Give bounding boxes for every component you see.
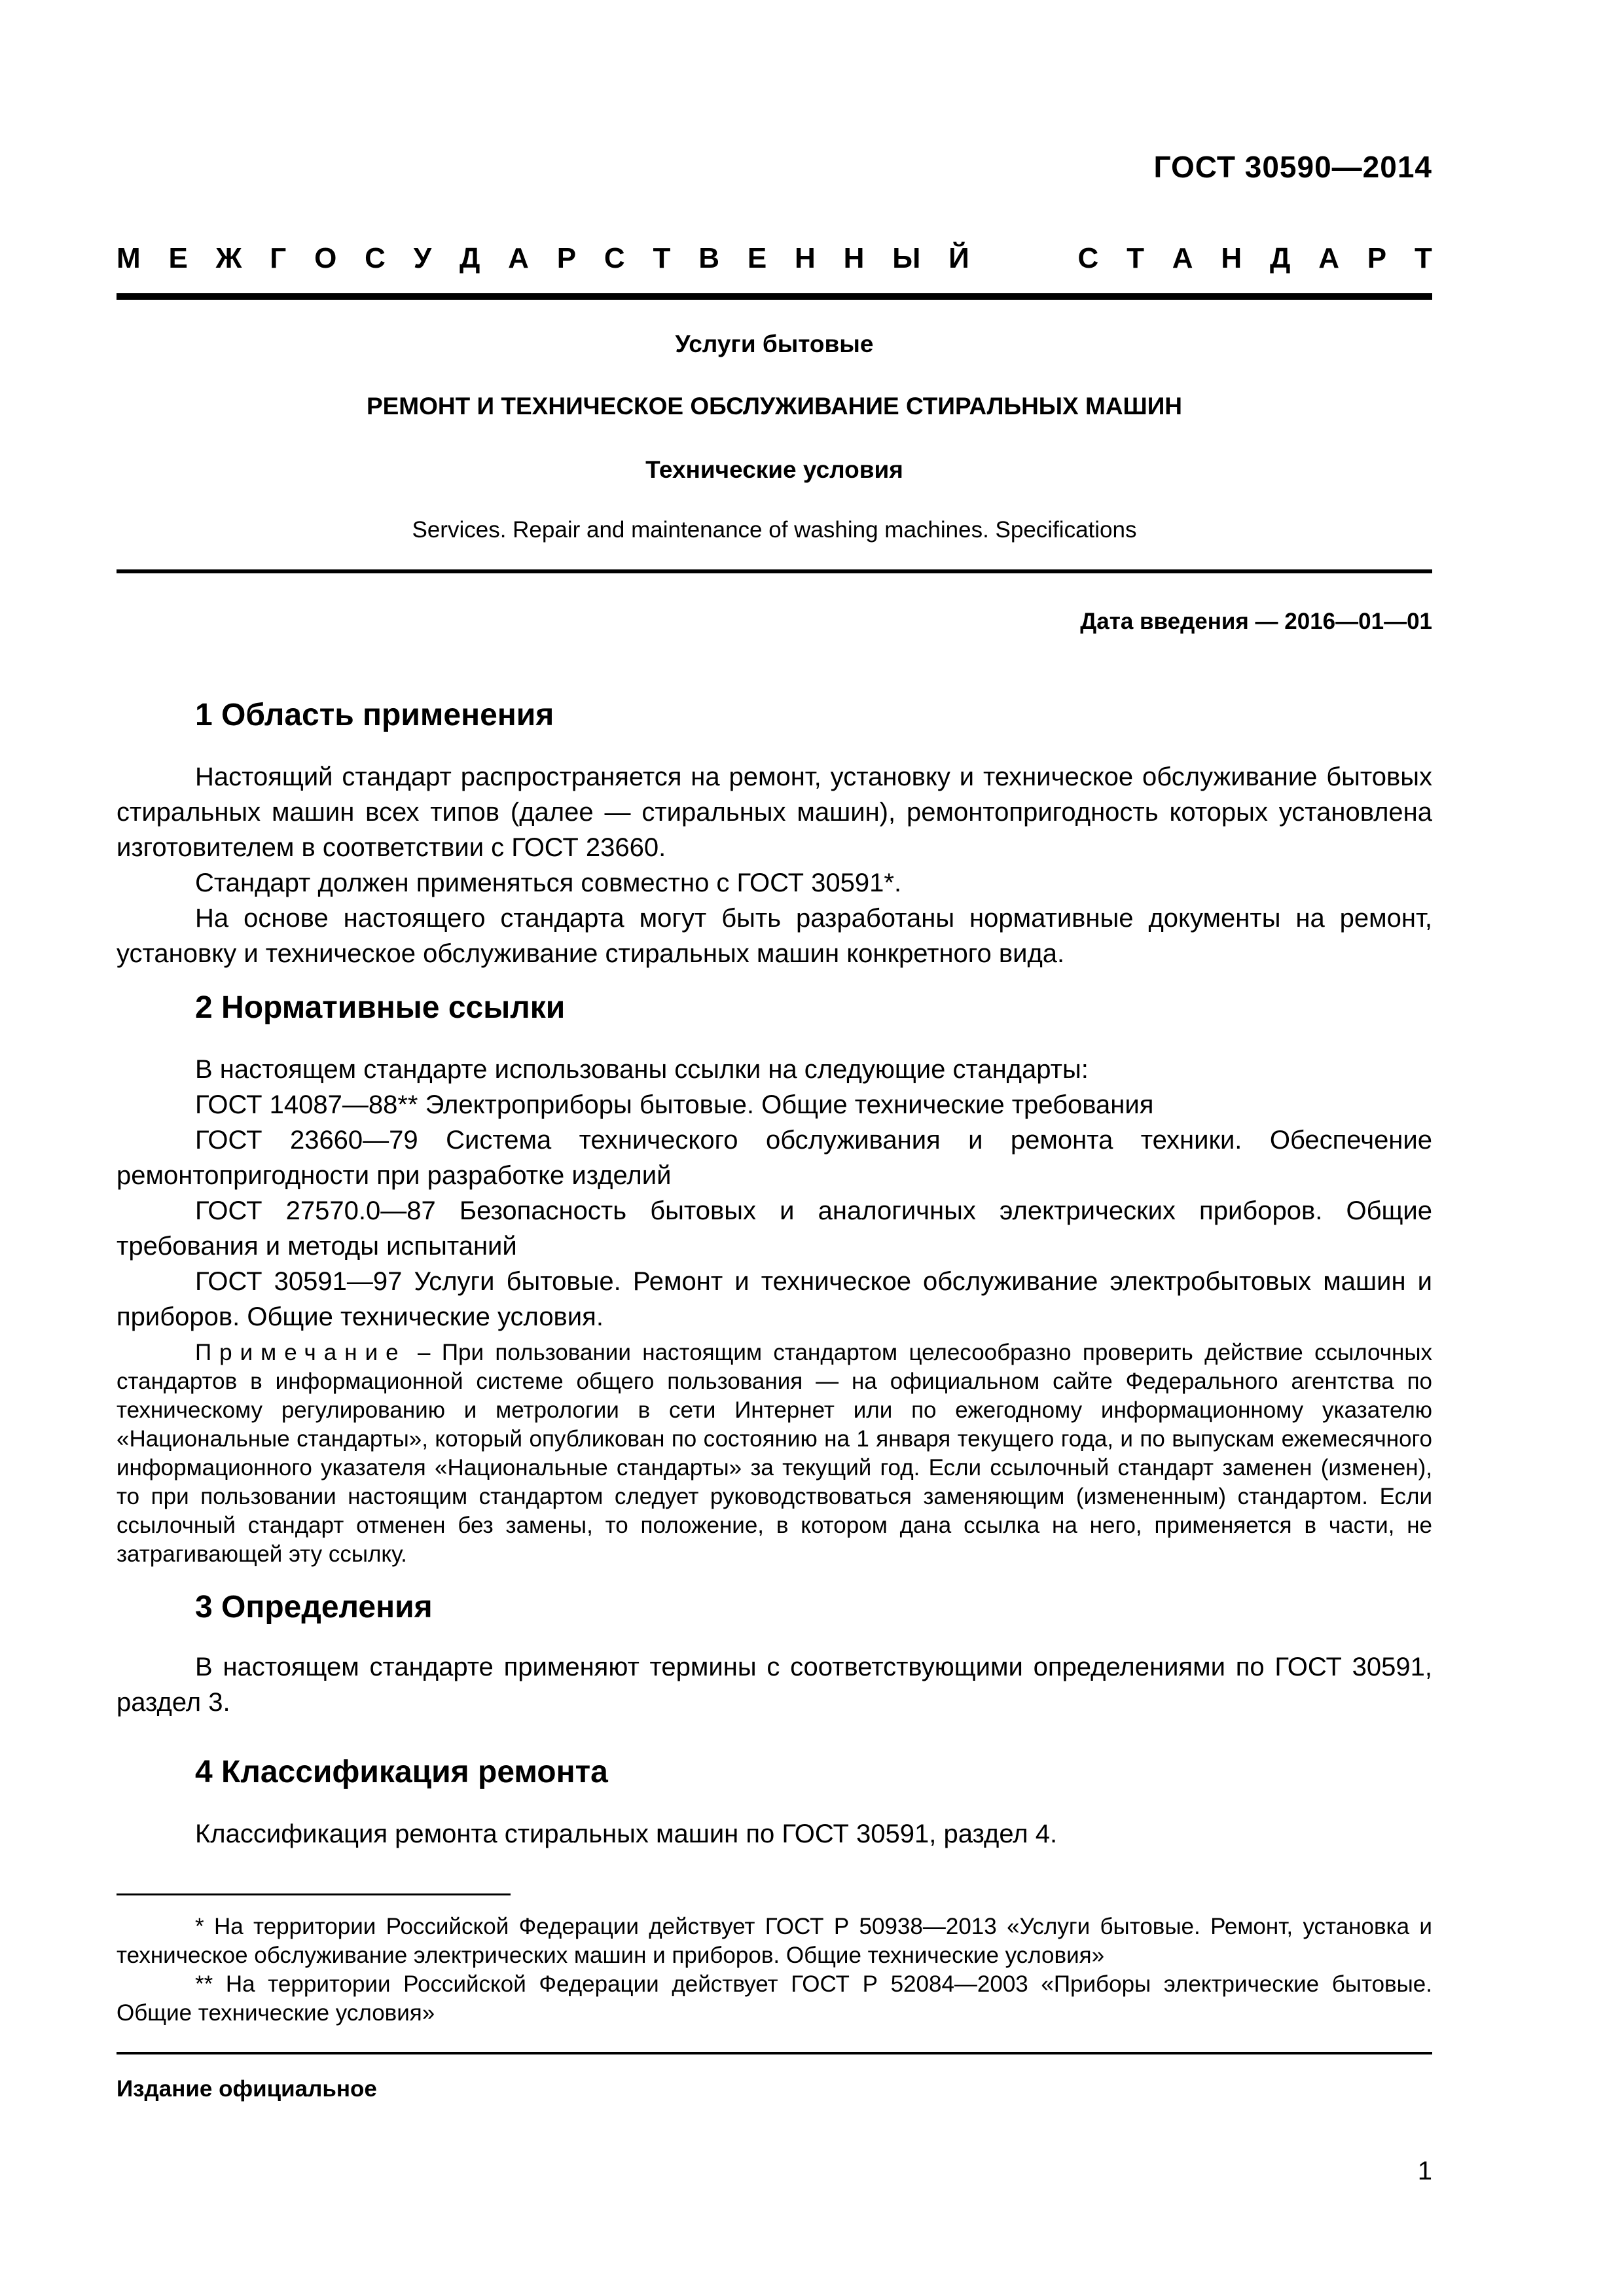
page-number: 1 [1417,2157,1432,2185]
footer-divider [117,2052,1432,2054]
heading-letter: С [1077,242,1099,274]
note-text: – При пользовании настоящим стандартом целесообразно проверить действие ссылочных стандартов в информационной системе общего пользования — на официальном сайте Федерального агентства по техническому регулированию и метрологии в сети Интернет или по ежегодному информационному указателю «Национальные стандарты», который опубликован по состоянию на 1 января текущего года, и по выпускам ежемесячного информационного указателя «Национальные стандарты» за текущий год. Если ссылочный стандарт заменен (изменен), то при пользовании настоящим стандартом следует руководствоваться заменяющим (измененным) стандартом. Если ссылочный стандарт отменен без замены, то положение, в котором дана ссылка на него, применяется в части, не затрагивающей эту ссылку. [117,1340,1432,1567]
heading-letter: Д [1270,242,1291,274]
heading-letter: Н [843,242,865,274]
heading-letter: Р [556,242,577,274]
note-prefix: Примечание [195,1340,406,1365]
heading-letter: Е [168,242,188,274]
paragraph: На основе настоящего стандарта могут быть разработаны нормативные документы на ремонт, установку и техническое обслуживание стиральных машин конкретного вида. [117,904,1432,968]
title-specifications: Технические условия [645,456,903,483]
interstate-standard-heading [117,242,1432,275]
heading-letter: Н [1221,242,1242,274]
section-2-heading: 2 Нормативные ссылки [195,990,566,1025]
reference-item: ГОСТ 30591—97 Услуги бытовые. Ремонт и техническое обслуживание электробытовых машин и приборов. Общие технические условия. [117,1267,1432,1331]
title-services: Услуги бытовые [675,331,874,357]
heading-letter: Ж [215,242,242,274]
heading-letter: Ы [892,242,921,274]
paragraph: В настоящем стандарте использованы ссылки на следующие стандарты: [195,1055,1089,1084]
paragraph: Классификация ремонта стиральных машин по ГОСТ 30591, раздел 4. [195,1820,1058,1848]
section-2-note [117,1338,1432,1569]
paragraph: В настоящем стандарте применяют термины с соответствующими определениями по ГОСТ 30591, раздел 3. [117,1653,1432,1717]
heading-letter: У [413,242,432,274]
heading-letter: О [314,242,337,274]
heading-letter: Т [1414,242,1432,274]
heading-letter: Р [1367,242,1387,274]
section-3-body [117,1649,1432,1720]
section-4-body [117,1816,1432,1852]
heading-letter: Н [795,242,816,274]
title-main: РЕМОНТ И ТЕХНИЧЕСКОЕ ОБСЛУЖИВАНИЕ СТИРАЛЬНЫХ МАШИН [366,393,1183,420]
section-2-body [117,1052,1432,1335]
heading-letter: А [508,242,529,274]
heading-letter: Г [270,242,287,274]
footnote: * На территории Российской Федерации действует ГОСТ Р 50938—2013 «Услуги бытовые. Ремонт, установка и техническое обслуживание электрических машин и приборов. Общие технические условия» [117,1914,1432,1968]
heading-letter: Й [948,242,969,274]
paragraph: Настоящий стандарт распространяется на ремонт, установку и техническое обслуживание бытовых стиральных машин всех типов (далее — стиральных машин), ремонтопригодность которых установлена изготовителем в соответствии с ГОСТ 23660. [117,762,1432,862]
section-1-body [117,759,1432,971]
word-gap [998,242,1050,275]
reference-item: ГОСТ 27570.0—87 Безопасность бытовых и аналогичных электрических приборов. Общие требования и методы испытаний [117,1196,1432,1261]
section-1-heading: 1 Область применения [195,698,554,732]
paragraph: Стандарт должен применяться совместно с ГОСТ 30591*. [195,869,902,897]
heading-letter: Т [653,242,671,274]
title-english: Services. Repair and maintenance of washing machines. Specifications [412,517,1137,543]
heading-letter: Д [459,242,480,274]
introduction-date: Дата введения — 2016—01—01 [1080,609,1432,634]
reference-item: ГОСТ 23660—79 Система технического обслуживания и ремонта техники. Обеспечение ремонтопригодности при разработке изделий [117,1126,1432,1190]
heading-letter: А [1172,242,1193,274]
heading-letter: А [1318,242,1339,274]
section-3-heading: 3 Определения [195,1590,433,1624]
title-divider [117,569,1432,573]
heading-letter: Т [1127,242,1144,274]
heading-letter: М [117,242,141,274]
heading-letter: С [604,242,625,274]
footnote: ** На территории Российской Федерации действует ГОСТ Р 52084—2003 «Приборы электрические бытовые. Общие технические условия» [117,1971,1432,2026]
gost-number: ГОСТ 30590—2014 [1153,150,1432,184]
heading-letter: Е [747,242,767,274]
official-edition-label: Издание официальное [117,2076,377,2102]
reference-item: ГОСТ 14087—88** Электроприборы бытовые. Общие технические требования [195,1090,1154,1119]
footnotes [117,1912,1432,2028]
heading-letter: С [365,242,386,274]
heading-letter: В [698,242,720,274]
section-4-heading: 4 Классификация ремонта [195,1755,608,1789]
footnote-divider [117,1893,511,1895]
header-divider [117,293,1432,300]
